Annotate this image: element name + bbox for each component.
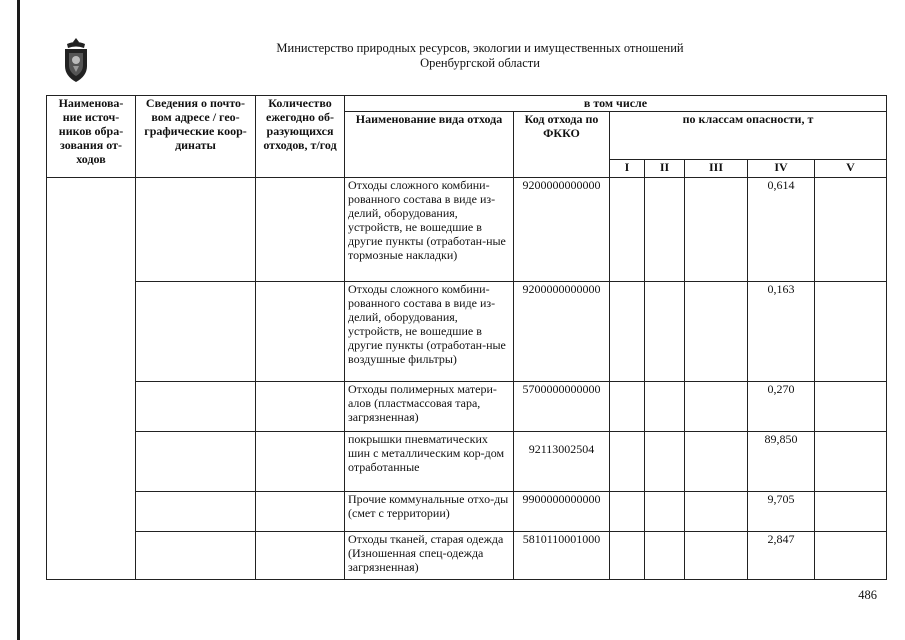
header-annual-quantity: Количество ежегодно об-разующихся отходов, т/год bbox=[256, 96, 345, 178]
table-row bbox=[47, 532, 887, 580]
address-cell bbox=[136, 382, 256, 432]
class-5-cell bbox=[815, 492, 887, 532]
waste-name-cell: Отходы полимерных матери-алов (пластмассовая тара, загрязненная) bbox=[345, 382, 514, 432]
binding-line bbox=[17, 0, 20, 640]
class-2-cell bbox=[645, 432, 685, 492]
header-address: Сведения о почто-вом адресе / гео-графические коор-динаты bbox=[136, 96, 256, 178]
quantity-cell bbox=[256, 532, 345, 580]
header-row bbox=[47, 96, 887, 112]
table-row bbox=[47, 432, 887, 492]
waste-name-cell: Отходы сложного комбини-рованного состава в виде из-делий, оборудования, устройств, не вошедшие в другие пункты (отработан-ные воздушные фильтры) bbox=[345, 282, 514, 382]
fkko-code-cell: 5700000000000 bbox=[514, 382, 610, 432]
address-cell bbox=[136, 178, 256, 282]
fkko-code-cell: 9900000000000 bbox=[514, 492, 610, 532]
fkko-code-cell: 5810110001000 bbox=[514, 532, 610, 580]
class-1-cell bbox=[610, 382, 645, 432]
class-4-cell: 0,270 bbox=[748, 382, 815, 432]
header-class-2: II bbox=[645, 160, 685, 178]
header-class-3: III bbox=[685, 160, 748, 178]
address-cell bbox=[136, 282, 256, 382]
class-4-cell: 9,705 bbox=[748, 492, 815, 532]
class-2-cell bbox=[645, 282, 685, 382]
address-cell bbox=[136, 532, 256, 580]
region-name: Оренбургской области bbox=[420, 56, 540, 70]
class-1-cell bbox=[610, 432, 645, 492]
quantity-cell bbox=[256, 382, 345, 432]
class-5-cell bbox=[815, 432, 887, 492]
class-3-cell bbox=[685, 432, 748, 492]
class-1-cell bbox=[610, 492, 645, 532]
fkko-code-cell: 9200000000000 bbox=[514, 282, 610, 382]
class-2-cell bbox=[645, 178, 685, 282]
waste-name-cell: Прочие коммунальные отхо-ды (смет с территории) bbox=[345, 492, 514, 532]
class-3-cell bbox=[685, 178, 748, 282]
fkko-code-cell: 92113002504 bbox=[514, 432, 610, 492]
ministry-name: Министерство природных ресурсов, экологии и имущественных отношений bbox=[276, 41, 684, 55]
class-3-cell bbox=[685, 382, 748, 432]
header-source-names: Наименова-ние источ-ников обра-зования от-ходов bbox=[47, 96, 136, 178]
quantity-cell bbox=[256, 282, 345, 382]
class-5-cell bbox=[815, 178, 887, 282]
fkko-code-cell: 9200000000000 bbox=[514, 178, 610, 282]
address-cell bbox=[136, 492, 256, 532]
header-fkko-code: Код отхода по ФККО bbox=[514, 112, 610, 178]
header-class-5: V bbox=[815, 160, 887, 178]
table-row bbox=[47, 382, 887, 432]
class-2-cell bbox=[645, 492, 685, 532]
class-3-cell bbox=[685, 282, 748, 382]
header-class-4: IV bbox=[748, 160, 815, 178]
class-1-cell bbox=[610, 282, 645, 382]
quantity-cell bbox=[256, 178, 345, 282]
source-name-cell bbox=[47, 178, 136, 580]
header-waste-name: Наименование вида отхода bbox=[345, 112, 514, 178]
waste-table bbox=[46, 95, 887, 580]
table-row bbox=[47, 178, 887, 282]
class-5-cell bbox=[815, 532, 887, 580]
header-class-1: I bbox=[610, 160, 645, 178]
class-3-cell bbox=[685, 492, 748, 532]
class-4-cell: 0,163 bbox=[748, 282, 815, 382]
class-3-cell bbox=[685, 532, 748, 580]
class-4-cell: 89,850 bbox=[748, 432, 815, 492]
class-5-cell bbox=[815, 282, 887, 382]
class-2-cell bbox=[645, 532, 685, 580]
quantity-cell bbox=[256, 432, 345, 492]
document-header bbox=[200, 41, 760, 71]
class-5-cell bbox=[815, 382, 887, 432]
header-in-total: в том числе bbox=[345, 96, 887, 112]
class-1-cell bbox=[610, 532, 645, 580]
table-row bbox=[47, 492, 887, 532]
address-cell bbox=[136, 432, 256, 492]
class-2-cell bbox=[645, 382, 685, 432]
header-hazard-classes: по классам опасности, т bbox=[610, 112, 887, 160]
table-row bbox=[47, 282, 887, 382]
class-1-cell bbox=[610, 178, 645, 282]
class-4-cell: 0,614 bbox=[748, 178, 815, 282]
waste-name-cell: Отходы сложного комбини-рованного состава в виде из-делий, оборудования, устройств, не вошедшие в другие пункты (отработан-ные тормозные накладки) bbox=[345, 178, 514, 282]
waste-name-cell: Отходы тканей, старая одежда (Изношенная спец-одежда загрязненная) bbox=[345, 532, 514, 580]
class-4-cell: 2,847 bbox=[748, 532, 815, 580]
waste-name-cell: покрышки пневматических шин с металлическим кор-дом отработанные bbox=[345, 432, 514, 492]
coat-of-arms-icon bbox=[61, 36, 91, 84]
quantity-cell bbox=[256, 492, 345, 532]
page-number: 486 bbox=[858, 588, 877, 602]
